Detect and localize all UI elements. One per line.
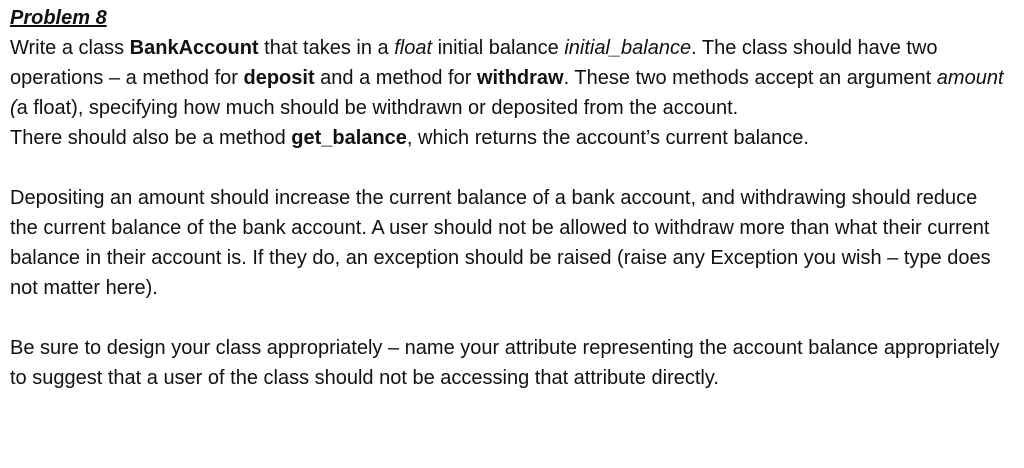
text: Write a class bbox=[10, 37, 130, 59]
text: . These two methods accept an argument bbox=[563, 67, 937, 89]
text: a float), specifying how much should be withdrawn or deposited from the account. bbox=[16, 97, 739, 119]
text: and a method for bbox=[314, 67, 477, 89]
text: There should also be a method bbox=[10, 127, 292, 149]
paragraph-gap bbox=[10, 153, 1010, 183]
problem-title: Problem 8 bbox=[10, 7, 107, 29]
text: that takes in a bbox=[258, 37, 395, 59]
amount-italic: amount ( bbox=[10, 67, 1004, 119]
paragraph-gap bbox=[10, 303, 1010, 333]
text: , which returns the account’s current balance. bbox=[406, 127, 809, 149]
class-name-bold: BankAccount bbox=[129, 37, 259, 59]
get-balance-bold: get_balance bbox=[291, 127, 407, 149]
text: . The class should have two operations – a method for bbox=[10, 37, 938, 89]
deposit-bold: deposit bbox=[243, 67, 315, 89]
problem-document bbox=[10, 4, 1010, 393]
paragraph-get-balance bbox=[10, 123, 1010, 153]
paragraph-design: Be sure to design your class appropriately – name your attribute representing the account balance appropriately to suggest that a user of the class should not be accessing that attribute directly. bbox=[10, 337, 1000, 389]
paragraph-class-description bbox=[10, 33, 1010, 123]
type-italic: float bbox=[394, 37, 433, 59]
param-italic: initial_balance bbox=[564, 37, 692, 59]
paragraph-behaviour: Depositing an amount should increase the current balance of a bank account, and withdrawing should reduce the current balance of the bank account. A user should not be allowed to withdraw more than what their current balance in their account is. If they do, an exception should be raised (raise any Exception you wish – type does not matter here). bbox=[10, 187, 991, 299]
text: initial balance bbox=[432, 37, 565, 59]
withdraw-bold: withdraw bbox=[476, 67, 564, 89]
